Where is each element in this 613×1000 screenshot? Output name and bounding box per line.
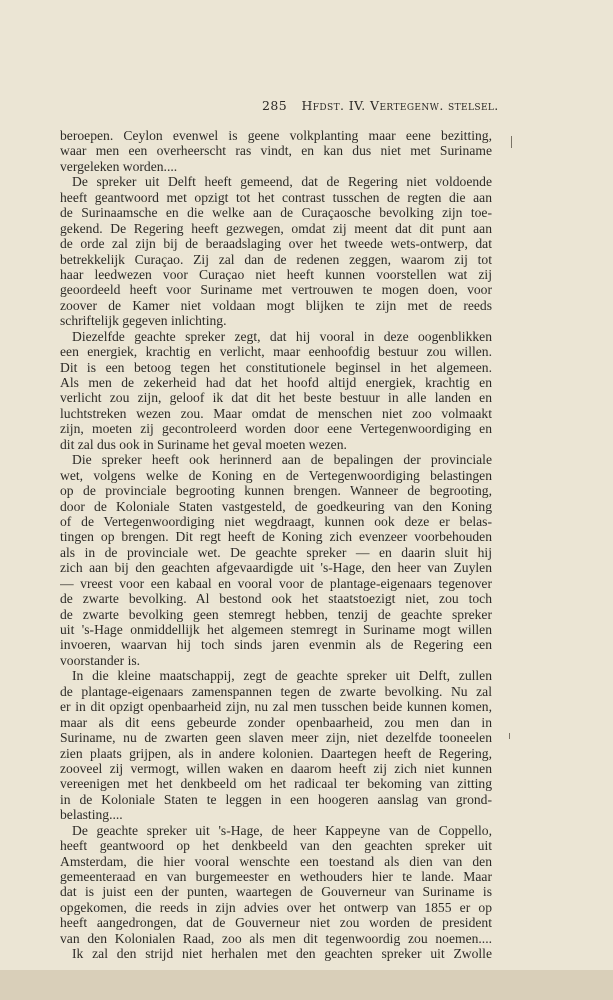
text-line: wet, volgens welke de Koning en de Vertegenwoordiging belastingen xyxy=(60,467,492,483)
text-line: luchtstreken wezen zou. Maar omdat de menschen niet zoo volmaakt xyxy=(60,405,492,421)
text-line: heeft geantwoord met opzigt tot het contrast tusschen de regten die aan xyxy=(60,189,492,205)
running-title: Hfdst. IV. Vertegenw. stelsel. xyxy=(301,98,499,113)
page-bottom-edge xyxy=(0,970,613,1000)
text-line: heeft aangedrongen, dat de Gouverneur niet zou worden de president xyxy=(60,915,492,931)
text-line: of de Vertegenwoordiging niet wegdraagt, kunnen ook deze er belas- xyxy=(60,513,492,529)
text-line: Als men de zekerheid had dat het hoofd altijd energiek, krachtig en xyxy=(60,375,492,390)
text-line: in de Koloniale Staten te leggen in een hoogeren aanslag van grond- xyxy=(60,791,492,807)
text-line: gekend. De Regering heeft gezwegen, omdat zij meent dat dit punt aan xyxy=(60,220,492,236)
text-line: zijn, moeten zij gecontroleerd worden door eene Vertegenwoordiging en xyxy=(60,421,492,437)
page-number: 285 xyxy=(262,98,288,113)
text-line: De spreker uit Delft heeft gemeend, dat de Regering niet voldoende xyxy=(72,174,492,190)
text-line: waar men een overheerscht ras vindt, en kan dus niet met Suriname xyxy=(60,143,492,159)
text-line: gemeenteraad en van burgemeester en wethouders hier te lande. Maar xyxy=(60,869,492,884)
text-line: dit zal dus ook in Suriname het geval moeten wezen. xyxy=(60,436,347,452)
text-line: tingen op brengen. Dit regt heeft de Koning zich evenzeer voorbehouden xyxy=(60,529,492,545)
text-line: uit 's-Hage onmiddellijk het algemeen stemregt in Suriname mogt willen xyxy=(60,622,492,637)
text-line: Amsterdam, die hier vooral wenschte een toestand als dien van den xyxy=(60,853,492,869)
text-line: voorstander is. xyxy=(60,652,141,668)
text-line: In die kleine maatschappij, zegt de geachte spreker uit Delft, zullen xyxy=(72,668,492,684)
text-line: vereenigen met het denkbeeld om het radicaal ter bekoming van zitting xyxy=(60,776,492,792)
text-line: Diezelfde geachte spreker zegt, dat hij vooral in deze oogenblikken xyxy=(72,328,492,344)
text-line: Die spreker heeft ook herinnerd aan de bepalingen der provinciale xyxy=(72,452,492,468)
text-line: er in dit opzigt openbaarheid zijn, nu zal men tusschen beide kunnen komen, xyxy=(60,699,492,715)
text-line: — vreest voor een kabaal en vooral voor de plantage-eigenaars tegenover xyxy=(60,575,492,591)
text-line: zoover de Kamer niet voldaan mogt blijken te zijn met de reeds xyxy=(60,297,492,313)
text-line: zooveel zij vermogt, willen waken en daarom heeft zij zich niet kunnen xyxy=(60,760,492,776)
text-line: schriftelijk gegeven inlichting. xyxy=(60,313,227,329)
text-line: haar leedwezen voor Curaçao niet heeft kunnen voorstellen wat zij xyxy=(60,266,492,282)
text-line: zich aan bij den geachten afgevaardigde uit 's-Hage, den heer van Zuylen xyxy=(60,560,492,576)
text-line: heeft geantwoord op het denkbeeld van den geachten spreker uit xyxy=(60,838,492,854)
text-line: opgekomen, die reeds in zijn advies over het ontwerp van 1855 er op xyxy=(60,899,492,915)
text-line: dat is juist een der punten, waartegen de Gouverneur van Suriname is xyxy=(60,884,492,900)
text-line: van den Kolonialen Raad, zoo als men dit tegenwoordig zou noemen.... xyxy=(60,930,492,946)
text-line: betrekkelijk Curaçao. Zij zal dan de redenen zeggen, waarom zij tot xyxy=(60,251,492,267)
text-line: De geachte spreker uit 's-Hage, de heer Kappeyne van de Coppello, xyxy=(72,822,492,838)
text-line: de orde zal zijn bij de beraadslaging over het tweede wets-ontwerp, dat xyxy=(60,236,492,252)
text-line: zien plaats grijpen, als in andere kolonien. Daartegen heeft de Regering, xyxy=(60,745,492,761)
text-line: invoeren, waarvan hij toch sinds jaren evenmin als de Regering een xyxy=(60,637,492,653)
text-line: Dit is een betoog tegen het constitutionele beginsel in het algemeen. xyxy=(60,359,492,375)
text-line: de zwarte bevolking geen stemregt hebben, tenzij de geachte spreker xyxy=(60,606,492,622)
text-line: als in de provinciale wet. De geachte spreker — en daarin sluit hij xyxy=(60,544,492,560)
text-line: op de provinciale begrooting kunnen brengen. Wanneer de begrooting, xyxy=(60,483,492,499)
text-line: Suriname, nu de zwarten geen slaven meer zijn, niet dezelfde tooneelen xyxy=(60,730,492,746)
running-header xyxy=(262,98,552,113)
margin-mark xyxy=(511,136,512,148)
body-text xyxy=(60,128,492,962)
text-line: verlicht zou zijn, geloof ik dat dit het beste bestuur in alle landen en xyxy=(60,390,492,406)
text-line: maar als dit eens gebeurde zonder openbaarheid, zou men dan in xyxy=(60,714,492,730)
text-line: geoordeeld heeft voor Suriname met vertrouwen te mogen doen, voor xyxy=(60,282,492,298)
text-line: belasting.... xyxy=(60,807,123,823)
text-line: de Surinaamsche en die welke aan de Curaçaosche bevolking zijn toe- xyxy=(60,205,492,221)
text-line: Ik zal den strijd niet herhalen met den geachten spreker uit Zwolle xyxy=(72,946,492,962)
text-line: de zwarte bevolking. Al bestond ook het staatstoezigt niet, zou toch xyxy=(60,591,492,607)
margin-mark xyxy=(509,733,510,739)
text-line: vergeleken worden.... xyxy=(60,158,178,174)
text-line: een energiek, krachtig en verlicht, maar eenhoofdig bestuur zou willen. xyxy=(60,344,492,360)
text-line: door de Koloniale Staten vastgesteld, de goedkeuring van den Koning xyxy=(60,498,492,514)
text-line: de plantage-eigenaars zamenspannen tegen de zwarte bevolking. Nu zal xyxy=(60,683,492,699)
text-line: beroepen. Ceylon evenwel is geene volkplanting maar eene bezitting, xyxy=(60,128,492,143)
